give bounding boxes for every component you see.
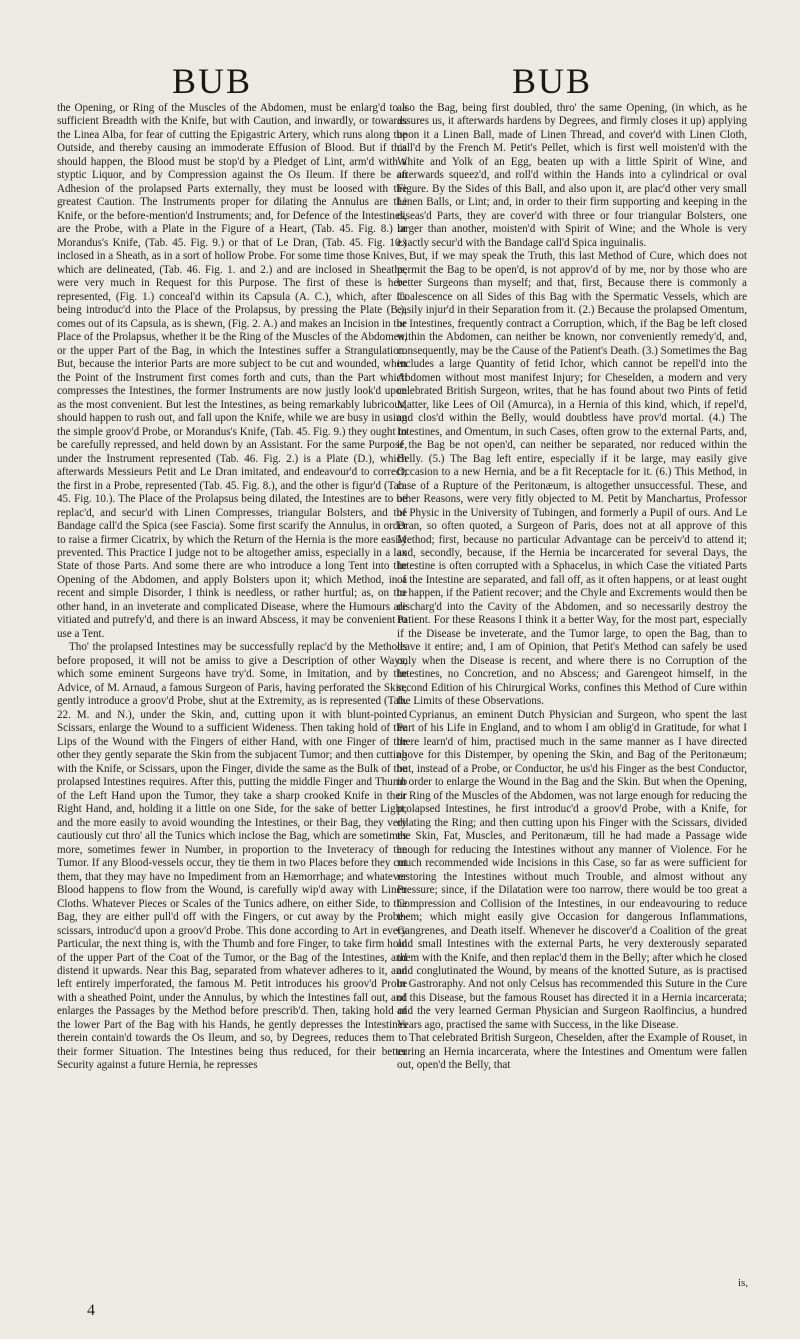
- paragraph: Cyprianus, an eminent Dutch Physician and Surgeon, who spent the last Part of his Life in England, and to whom I am oblig'd in Gratitude, for what I there learn'd of him, practised much in the same manner as I have directed above for this Distemper, by opening the Skin, and Bag of the Peritonæum; but, instead of a Probe, or Conductor, he us'd his Finger as the best Conductor, in order to enlarge the Wound in the Bag and the Skin. But when the Opening, or Ring of the Muscles of the Abdomen, was not large enough for reducing the prolapsed Intestines, he first introduc'd a groov'd Probe, with a Knife, for dilating the Ring; and then cutting upon his Finger with the Scissars, divided the Skin, Fat, Muscles, and Peritonæum, till he had made a Passage wide enough for reducing the Intestines without any manner of Violence. For he much recommended wide Incisions in this Case, so far as were sufficient for restoring the Intestines without much Trouble, and almost without any Pressure; since, if the Dilatation were too narrow, there would be too great a Compression and Collision of the Intestines, in our endeavouring to reduce them; which might easily give Occasion for dangerous Inflammations, Gangrenes, and Death itself. Whenever he discover'd a Coalition of the great and small Intestines with the external Parts, he very dexterously separated them with the Knife, and then replac'd them in the Belly; after which he closed and conglutinated the Wound, by means of the knotted Suture, as is practised in Gastroraphy. And not only Celsus has recommended this Suture in the Cure of this Disease, but the famous Rouset has directed it in a Hernia incarcerata; and the very learned German Physician and Surgeon Raolfincius, a hundred Years ago, practised the same with Success, in the like Disease.: [397, 708, 747, 1031]
- running-head-left: BUB: [172, 61, 253, 101]
- paragraph: But, if we may speak the Truth, this last Method of Cure, which does not permit the Bag to be open'd, is not approv'd of by me, nor by those who are better Surgeons than myself; and that, first, Because there is commonly a Coalescence on all Sides of this Bag with the Spermatic Vessels, which are easily injur'd in their Separation from it. (2.) Because the prolapsed Omentum, or Intestines, frequently contract a Corruption, which, if the Bag be left closed within the Abdomen, can neither be known, nor conveniently remedy'd, and, consequently, may be the Cause of the Patient's Death. (3.) Sometimes the Bag includes a large Quantity of fetid Ichor, which cannot be repell'd into the Abdomen without most manifest Injury; for Cheselden, a modern and very celebrated British Surgeon, writes, that he has found about two Pints of fetid Matter, like Lees of Oil (Amurca), in a Hernia of this kind, which, if repel'd, and clos'd within the Belly, would doubtless have prov'd mortal. (4.) The Intestines, and Omentum, in such Cases, often grow to the external Parts, and, if the Bag be not open'd, can neither be separated, nor reduced within the Belly. (5.) The Bag left entire, especially if it be large, may easily give Occasion to a new Hernia, and be a fit Receptacle for it. (6.) This Method, in case of a Rupture of the Peritonæum, is altogether unsuccessful. These, and other Reasons, were very fitly objected to M. Petit by Manchartus, Professor of Physic in the University of Tubingen, and formerly a Pupil of ours. And Le Dran, so often quoted, a Surgeon of Paris, does not at all approve of this Method; first, because no particular Advantage can be perceiv'd to attend it; and, secondly, because, if the Hernia be incarcerated for several Days, the Intestine is often corrupted with a Sphacelus, in which Case the vitiated Parts of the Intestine are separated, and fall off, as it often happens, or at least ought to happen, if the Patient recover; and the Chyle and Excrements would then be discharg'd into the Cavity of the Abdomen, and so necessarily destroy the Patient. For these Reasons I think it a better Way, for the most part, especially if the Disease be inveterate, and the Tumor large, to open the Bag, than to leave it entire; and, I am of Opinion, that Petit's Method can safely be used only when the Disease is recent, and where there is no Corruption of the Intestines, no Concretion, and no Abscess; and Garengeot himself, in the second Edition of his Chirurgical Works, confines this Method of Cure within the Limits of these Observations.: [397, 250, 747, 708]
- paragraph: Tho' the prolapsed Intestines may be successfully replac'd by the Methods before proposed, it will not be amiss to give a Description of other Ways, which some eminent Surgeons have try'd. Some, in Imitation, and by the Advice, of M. Arnaud, a famous Surgeon of Paris, having perforated the Skin, gently introduce a groov'd Probe, shut at the Extremity, as is represented (Tab. 22. M. and N.), under the Skin, and, cutting upon it with blunt-pointed Scissars, enlarge the Wound to a sufficient Wideness. Then taking hold of the Lips of the Wound with the Fingers of either Hand, with one Finger of the other they gently separate the Skin from the subjacent Tumor; and then cutting with the Knife, or Scissars, upon the Finger, divide the same as the Bulk of the prolapsed Intestines requires. After this, putting the middle Finger and Thumb of the Left Hand upon the Tumor, they take a sharp crooked Knife in their Right Hand, and, holding it a little on one Side, for the sake of better Light, and the more easily to avoid wounding the Intestines, or their Bag, they very cautiously cut thro' all the Tunics which inclose the Bag, which are sometimes more, sometimes fewer in Number, in proportion to the Inveteracy of the Tumor. If any Blood-vessels occur, they tie them in two Places before they cut them, that they may have no Impediment from an Hæmorrhage; and whatever Blood happens to flow from the Wound, is carefully wip'd away with Linen Cloths. Whatever Pieces or Scales of the Tunics adhere, on either Side, to the Bag, they are either pull'd off with the Fingers, or cut away by the Probe-scissars, introduc'd upon a groov'd Probe. This done according to Art in every Particular, the next thing is, with the Thumb and fore Finger, to take firm hold of the upper Part of the Coat of the Tumor, or the Bag of the Intestines, and distend it upwards. Near this Bag, separated from whatever adheres to it, and left entirely imperforated, the famous M. Petit introduces his groov'd Probe with a sheathed Point, under the Annulus, by which the Intestines fall out, and enlarges the Passages by the Method before prescrib'd. Then, taking hold of the lower Part of the Bag with his Hands, he gently depresses the Intestines therein contain'd towards the Os Ileum, and so, by Degrees, reduces them to their former Situation. The Intestines being thus reduced, for their better Security against a future Hernia, he represses: [57, 641, 407, 1072]
- paragraph: That celebrated British Surgeon, Cheselden, after the Example of Rouset, in curing an Hernia incarcerata, where the Intestines and Omentum were fallen out, open'd the Belly, that: [397, 1032, 747, 1072]
- paragraph: the Opening, or Ring of the Muscles of the Abdomen, must be enlarg'd to a sufficient Breadth with the Knife, but with Caution, and inwardly, or towards the Linea Alba, for fear of cutting the Epigastric Artery, which runs along the Outside, and thereby causing an immoderate Effusion of Blood. But if this should happen, the Blood must be stop'd by a Pledget of Lint, arm'd with a styptic Liquor, and by Compression against the Os Ileum. If there be an Adhesion of the prolapsed Parts externally, they must be loosed with the greatest Caution. The Instruments proper for dilating the Annulus are the Knife, or the before-mention'd Instruments; and, for Defence of the Intestines, are the Probe, with a Plate in the Figure of a Heart, (Tab. 45. Fig. 8.) or Morandus's Knife, (Tab. 45. Fig. 9.) or that of Le Dran, (Tab. 45. Fig. 10.) inclosed in a Sheath, as in a sort of hollow Probe. For some time those Knives, which are delineated, (Tab. 46. Fig. 1. and 2.) and are inclosed in Sheaths, were very much in Request for this Purpose. The first of these is here represented, (Fig. 1.) conceal'd within its Capsula (A. C.), which, after its being introduc'd into the Place of the Prolapsus, by pressing the Plate (B.), comes out of its Capsula, as is shewn, (Fig. 2. A.) and makes an Incision in the Place of the Prolapsus, whether it be the Ring of the Muscles of the Abdomen, or the upper Part of the Bag, in which the Intestines suffer a Strangulation. But, because the interior Parts are more subject to be cut and wounded, when the Point of the Instrument first comes forth and cuts, than the Part which compresses the Intestines, the former Instruments are now justly look'd upon as the most convenient. But lest the Intestines, as being remarkably lubricous, should happen to rush out, and fall upon the Knife, while we are busy in using the simple groov'd Probe, or Morandus's Knife, (Tab. 45. Fig. 9.) they ought to be carefully repressed, and held down by an Assistant. For the same Purpose, under the Instrument represented (Tab. 46. Fig. 2.) is a Plate (D.), which afterwards Messieurs Petit and Le Dran imitated, and endeavour'd to correct; the first in a Probe, represented (Tab. 45. Fig. 8.), and the other is figur'd (Tab. 45. Fig. 10.). The Place of the Prolapsus being dilated, the Intestines are to be replac'd, and secur'd with Linen Compresses, triangular Bolsters, and the Bandage call'd the Spica (see Fascia). Some first scarify the Annulus, in order to raise a firmer Cicatrix, by which the Return of the Hernia is the more easily prevented. This Practice I judge not to be altogether amiss, especially in a lax State of those Parts. And some there are who introduce a long Tent into the Opening of the Abdomen, and apply Bolsters upon it; which Method, in a recent and simple Disorder, I think is needless, or rather hurtful; as, on the other hand, in an inveterate and complicated Disease, where the Humours are vitiated and putrefy'd, and there is an inward Abscess, it may be convenient to use a Tent.: [57, 102, 407, 640]
- catchword: is,: [738, 1277, 749, 1289]
- page-number: 4: [87, 1302, 95, 1319]
- right-column: [397, 102, 747, 1282]
- paragraph: also the Bag, being first doubled, thro' the same Opening, (in which, as he assures us, it afterwards hardens by Degrees, and firmly closes it up) applying upon it a Linen Ball, made of Linen Thread, and cover'd with Linen Cloth, call'd by the French M. Petit's Pellet, which is first well moisten'd with the White and Yolk of an Egg, beaten up with a little Spirit of Wine, and afterwards squeez'd, and roll'd within the Hands into a cylindrical or oval Figure. By the Sides of this Ball, and also upon it, are plac'd other very small Linen Balls, or Lint; and, in order to their firm supporting and keeping in the diseas'd Parts, they are cover'd with three or four triangular Bolsters, one larger than another, moisten'd with Spirit of Wine; and the Whole is very exactly secur'd with the Bandage call'd Spica inguinalis.: [397, 102, 747, 249]
- left-column: [57, 102, 407, 1282]
- running-head-right: BUB: [512, 61, 593, 101]
